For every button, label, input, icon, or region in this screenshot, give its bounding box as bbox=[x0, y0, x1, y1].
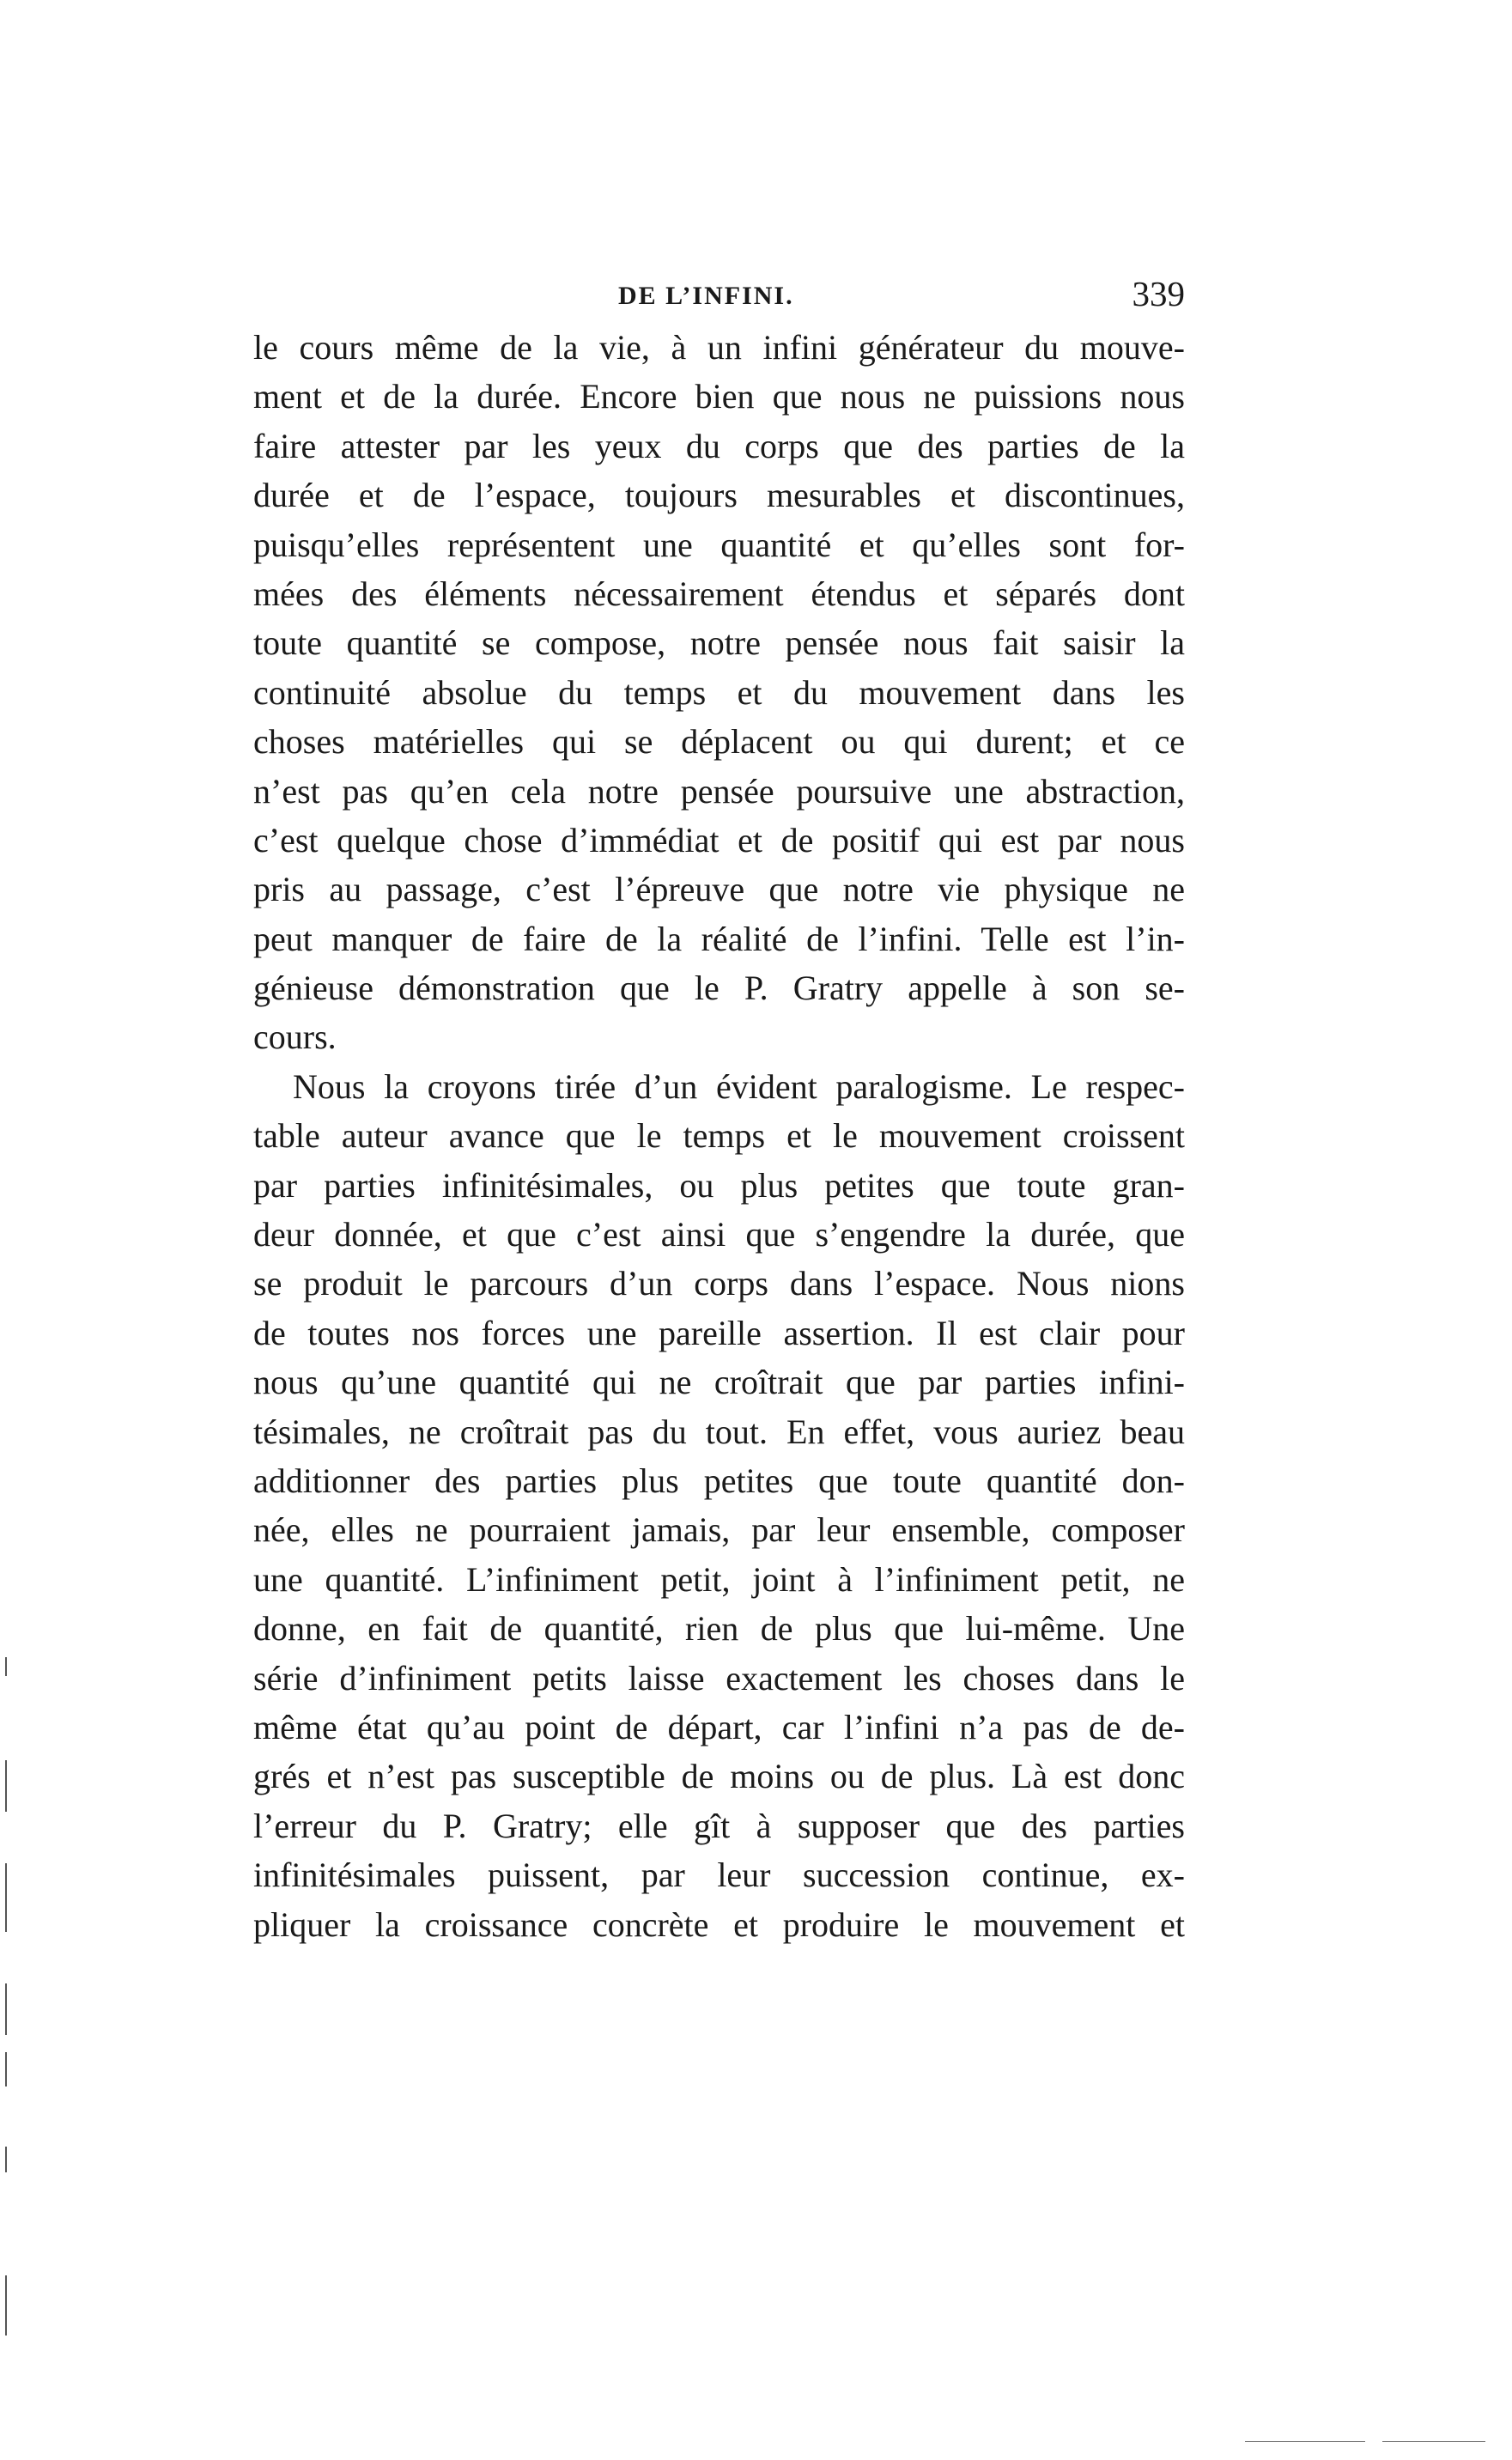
scan-mark bbox=[5, 2147, 7, 2172]
scan-line bbox=[1382, 2441, 1485, 2442]
text-line: mées des éléments nécessairement étendus et séparés dont bbox=[253, 574, 1185, 613]
text-line: nous qu’une quantité qui ne croîtrait que par parties infini- bbox=[253, 1363, 1185, 1402]
text-line: née, elles ne pourraient jamais, par leur ensemble, composer bbox=[253, 1510, 1185, 1550]
text-line: tésimales, ne croîtrait pas du tout. En effet, vous auriez beau bbox=[253, 1412, 1185, 1451]
text-line: cours. bbox=[253, 1017, 337, 1057]
text-line: une quantité. L’infiniment petit, joint à l’infiniment petit, ne bbox=[253, 1559, 1185, 1599]
body-text bbox=[253, 323, 1185, 1949]
text-line: pliquer la croissance concrète et produire le mouvement et bbox=[253, 1904, 1185, 1944]
text-line: pris au passage, c’est l’épreuve que notre vie physique ne bbox=[253, 870, 1185, 909]
text-line: se produit le parcours d’un corps dans l’espace. Nous nions bbox=[253, 1264, 1185, 1303]
text-line: le cours même de la vie, à un infini générateur du mouve- bbox=[253, 328, 1185, 367]
text-line: par parties infinitésimales, ou plus petites que toute gran- bbox=[253, 1165, 1185, 1205]
text-line: additionner des parties plus petites que toute quantité don- bbox=[253, 1461, 1185, 1500]
text-line: donne, en fait de quantité, rien de plus que lui-même. Une bbox=[253, 1609, 1185, 1649]
text-line: durée et de l’espace, toujours mesurables et discontinues, bbox=[253, 476, 1185, 515]
text-line: puisqu’elles représentent une quantité et qu’elles sont for- bbox=[253, 525, 1185, 564]
text-line: n’est pas qu’en cela notre pensée poursuive une abstraction, bbox=[253, 771, 1185, 811]
scan-mark bbox=[5, 2052, 7, 2086]
text-line: série d’infiniment petits laisse exactement les choses dans le bbox=[253, 1658, 1185, 1698]
text-line: continuité absolue du temps et du mouvement dans les bbox=[253, 672, 1185, 712]
running-head bbox=[253, 273, 1185, 316]
text-line: grés et n’est pas susceptible de moins ou de plus. Là est donc bbox=[253, 1757, 1185, 1796]
text-line: génieuse démonstration que le P. Gratry appelle à son se- bbox=[253, 969, 1185, 1008]
scan-bottom-lines bbox=[1245, 2441, 1503, 2446]
running-title: DE L’INFINI. bbox=[618, 282, 794, 310]
page-number: 339 bbox=[1132, 274, 1185, 313]
text-line: toute quantité se compose, notre pensée nous fait saisir la bbox=[253, 623, 1185, 663]
scan-mark bbox=[5, 1657, 7, 1676]
scan-mark bbox=[5, 1983, 7, 2035]
scan-mark bbox=[5, 2275, 7, 2335]
text-line: c’est quelque chose d’immédiat et de positif qui est par nous bbox=[253, 820, 1185, 859]
text-line: table auteur avance que le temps et le mouvement croissent bbox=[253, 1116, 1185, 1156]
text-line: même état qu’au point de départ, car l’infini n’a pas de de- bbox=[253, 1707, 1185, 1746]
text-line: faire attester par les yeux du corps que des parties de la bbox=[253, 426, 1185, 465]
paragraph-start-line: Nous la croyons tirée d’un évident paralogisme. Le respec- bbox=[293, 1066, 1185, 1106]
scan-mark bbox=[5, 1760, 7, 1812]
text-line: l’erreur du P. Gratry; elle gît à supposer que des parties bbox=[253, 1806, 1185, 1845]
scan-edge-marks bbox=[5, 1657, 9, 2344]
text-line: choses matérielles qui se déplacent ou qui durent; et ce bbox=[253, 722, 1185, 762]
text-line: ment et de la durée. Encore bien que nous ne puissions nous bbox=[253, 377, 1185, 416]
scan-line bbox=[1245, 2441, 1365, 2442]
text-line: de toutes nos forces une pareille assertion. Il est clair pour bbox=[253, 1313, 1185, 1352]
text-line: deur donnée, et que c’est ainsi que s’engendre la durée, que bbox=[253, 1215, 1185, 1254]
text-line: infinitésimales puissent, par leur succession continue, ex- bbox=[253, 1856, 1185, 1895]
text-line: peut manquer de faire de la réalité de l’infini. Telle est l’in- bbox=[253, 919, 1185, 958]
scan-mark bbox=[5, 1863, 7, 1932]
